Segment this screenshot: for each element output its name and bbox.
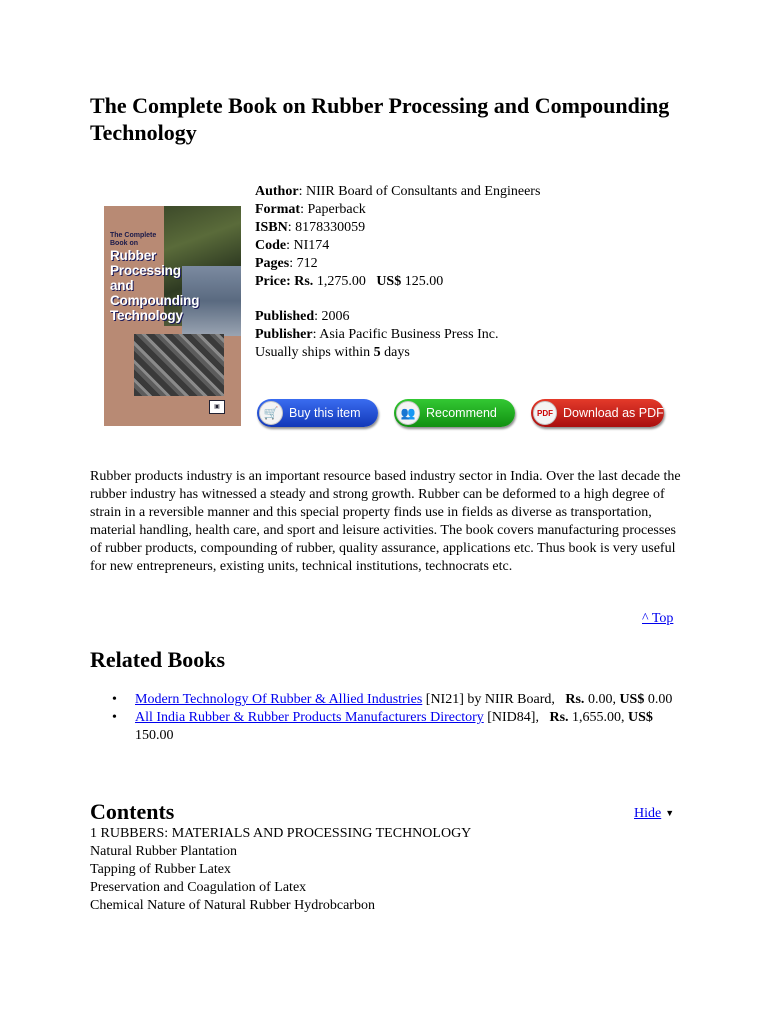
list-item <box>90 709 680 745</box>
publisher-value: Asia Pacific Business Press Inc. <box>319 327 499 342</box>
author-row: Author: NIIR Board of Consultants and Engineers <box>255 184 541 199</box>
related-book-link[interactable]: All India Rubber & Rubber Products Manufacturers Directory <box>135 710 484 725</box>
caret-down-icon: ▼ <box>665 808 675 818</box>
related-book-link[interactable]: Modern Technology Of Rubber & Allied Industries <box>135 692 423 707</box>
price-usd-value: 125.00 <box>404 274 444 289</box>
ships-days: 5 <box>373 345 381 360</box>
cover-big-line: Technology <box>110 308 183 323</box>
related-book-code: [NID84], <box>483 710 539 725</box>
ships-prefix: Usually ships within <box>255 345 374 360</box>
action-buttons <box>255 399 675 431</box>
price-rs-value: 1,275.00 <box>316 274 366 289</box>
shopping-cart-icon: 🛒 <box>259 401 283 425</box>
related-usd-label: US$ <box>628 710 653 725</box>
price-usd-label: US$ <box>376 274 402 289</box>
related-rs-label: Rs. <box>549 710 569 725</box>
list-item <box>90 691 680 709</box>
related-books-list <box>90 691 680 745</box>
publisher-row: Publisher: Asia Pacific Business Press Inc. <box>255 327 499 342</box>
related-rs-value: 0.00, <box>584 692 616 707</box>
pages-label: Pages <box>255 256 290 271</box>
contents-line: Preservation and Coagulation of Latex <box>90 880 307 895</box>
book-details <box>255 183 675 362</box>
pages-value: 712 <box>296 256 318 271</box>
recommend-button[interactable] <box>394 399 515 427</box>
pdf-button-label: Download as PDF <box>563 406 664 420</box>
cover-small-line-1: The Complete <box>110 232 157 239</box>
hide-link-label: Hide <box>634 806 662 821</box>
contents-line: Natural Rubber Plantation <box>90 844 237 859</box>
cover-photo-rubber <box>134 334 224 396</box>
shipping-note <box>255 344 675 362</box>
code-row: Code: NI174 <box>255 238 330 253</box>
code-value: NI174 <box>293 238 330 253</box>
price-row <box>255 273 675 291</box>
isbn-label: ISBN <box>255 220 288 235</box>
format-label: Format <box>255 202 301 217</box>
contents-heading: Contents <box>90 799 175 824</box>
price-label: Price: <box>255 274 291 289</box>
buy-button-label: Buy this item <box>289 406 361 420</box>
related-rs-label: Rs. <box>565 692 585 707</box>
buy-this-item-button[interactable] <box>257 399 378 427</box>
recommend-button-label: Recommend <box>426 406 497 420</box>
related-books-heading: Related Books <box>90 647 226 672</box>
ships-suffix: days <box>380 345 410 360</box>
contents-list <box>90 825 688 915</box>
format-value: Paperback <box>307 202 366 217</box>
bullet-icon: • <box>112 710 117 725</box>
isbn-row: ISBN: 8178330059 <box>255 220 366 235</box>
format-row: Format: Paperback <box>255 202 366 217</box>
related-rs-value: 1,655.00, <box>568 710 625 725</box>
pages-row: Pages: 712 <box>255 256 318 271</box>
price-rs-label: Rs. <box>294 274 314 289</box>
contents-line: Tapping of Rubber Latex <box>90 862 231 877</box>
cover-title-text <box>110 232 230 323</box>
book-description: Rubber products industry is an important resource based industry sector in India. Over the last decade the rubber industry has witnessed a steady and strong growth. Rubber can be deformed to a high degree of strain in a reversible manner and this special property finds use in fields as diverse as transportation, material handling, health care, and sport and leisure activities. The book covers manufacturing processes of rubber products, compounding of rubber, quality assurance, applications etc. Thus book is very useful for new entrepreneurs, existing units, technical institutions, technocrats etc. <box>90 469 681 574</box>
cover-big-line: Processing <box>110 263 181 278</box>
back-to-top-link[interactable]: ^ Top <box>642 611 674 626</box>
cover-small-line-2: Book on <box>110 240 138 247</box>
download-pdf-button[interactable] <box>531 399 664 427</box>
isbn-value: 8178330059 <box>295 220 366 235</box>
related-book-code: [NI21] by NIIR Board, <box>422 692 555 707</box>
cover-big-line: and <box>110 278 134 293</box>
published-label: Published <box>255 309 315 324</box>
publisher-logo-icon: ▣ <box>209 400 225 414</box>
author-value: NIIR Board of Consultants and Engineers <box>305 184 541 199</box>
related-usd-label: US$ <box>619 692 645 707</box>
contents-line: Chemical Nature of Natural Rubber Hydrobcarbon <box>90 898 375 913</box>
hide-contents-toggle[interactable] <box>634 804 674 823</box>
pdf-icon: PDF <box>533 401 557 425</box>
cover-big-line: Compounding <box>110 293 200 308</box>
published-row: Published: 2006 <box>255 309 350 324</box>
contents-line: 1 RUBBERS: MATERIALS AND PROCESSING TECHNOLOGY <box>90 826 472 841</box>
related-usd-value: 0.00 <box>644 692 673 707</box>
author-label: Author <box>255 184 299 199</box>
bullet-icon: • <box>112 692 117 707</box>
book-cover-image <box>104 206 241 426</box>
published-value: 2006 <box>321 309 350 324</box>
publisher-label: Publisher <box>255 327 313 342</box>
code-label: Code <box>255 238 287 253</box>
people-icon: 👥 <box>396 401 420 425</box>
related-usd-value: 150.00 <box>135 728 174 743</box>
page-title: The Complete Book on Rubber Processing and Compounding Technology <box>90 93 670 145</box>
cover-big-line: Rubber <box>110 248 157 263</box>
